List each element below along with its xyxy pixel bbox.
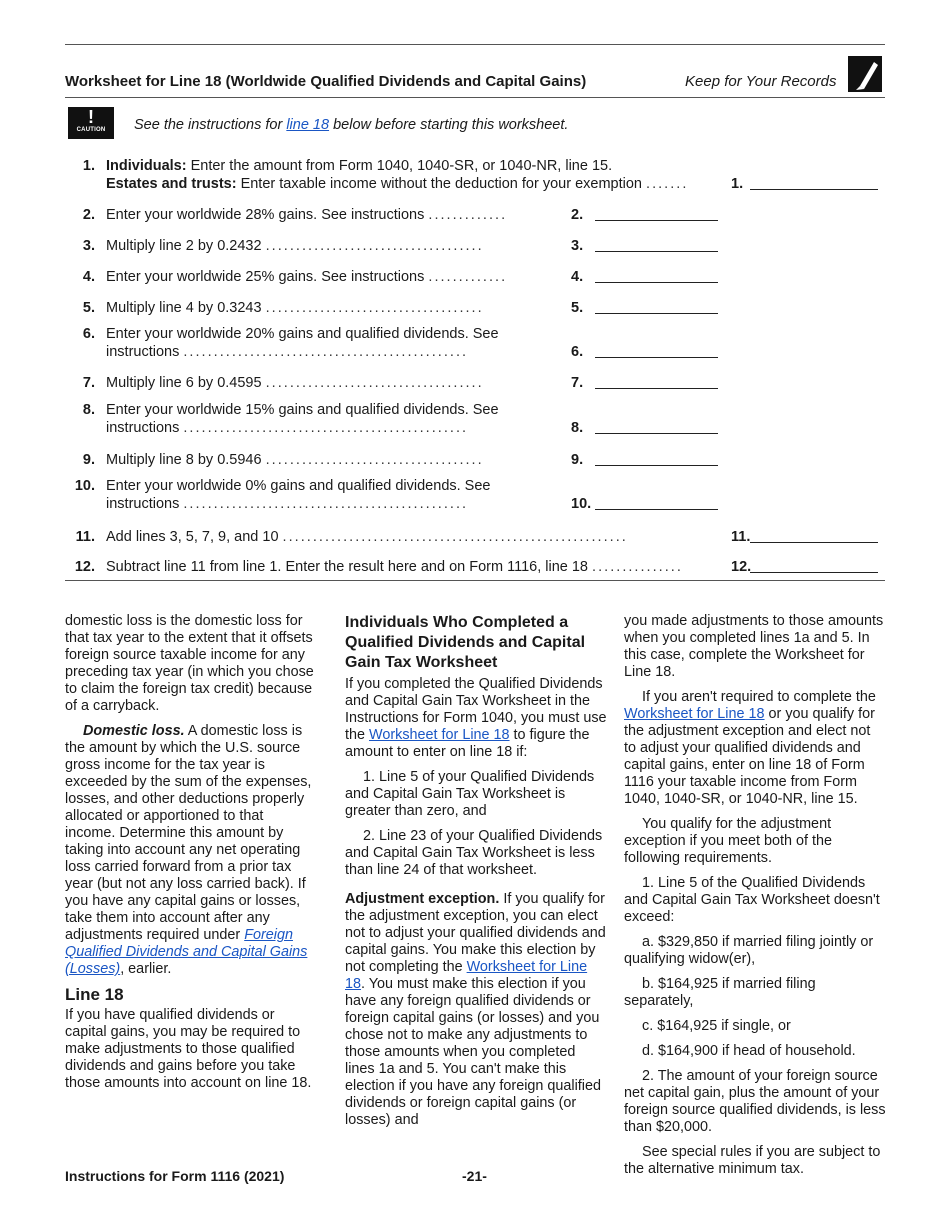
line-11-entry-field[interactable]: [750, 529, 878, 543]
worksheet-line-5: [0, 299, 950, 317]
paragraph: If you aren't required to complete the Worksheet for Line 18 or you qualify for the adjustment exception and elect not to adjust your qualified dividends and capital gains, enter on line 18 of Form 1116 your taxable income from Form 1040, 1040-SR, or 1040-NR, line 15.: [624, 689, 876, 807]
line-number: 11.: [75, 529, 95, 545]
paragraph: you made adjustments to those amounts when you completed lines 1a and 5. In this case, complete the Worksheet for Line 18.: [624, 613, 884, 680]
line-5-entry-field[interactable]: [595, 300, 718, 314]
section-heading: Individuals Who Completed a Qualified Dividends and Capital Gain Tax Worksheet: [345, 614, 586, 671]
list-item: 1. Line 5 of your Qualified Dividends and Capital Gain Tax Worksheet is greater than zero, and: [345, 769, 595, 819]
line-text: Estates and trusts: Enter taxable income without the deduction for your exemption . . . . . . .: [106, 176, 686, 192]
line-number: 3.: [82, 238, 95, 254]
entry-label: 2.: [571, 207, 584, 223]
paragraph: You qualify for the adjustment exception if you meet both of the following requirements.: [624, 816, 832, 866]
dot-leader: . . . . . . . . . . . . . . . . . . . . . . . . . . . . . . . . . . . .: [265, 238, 481, 254]
line-number: 5.: [82, 300, 95, 316]
paragraph: If you completed the Qualified Dividends and Capital Gain Tax Worksheet in the Instructions for Form 1040, you must use the Worksheet for Line 18 to figure the amount to enter on line 18 if:: [345, 676, 607, 760]
dot-leader: . . . . . . . . . . . . . . . . . . . . . . . . . . . . . . . . . . . .: [265, 452, 481, 468]
page-number: -21-: [462, 1168, 487, 1184]
worksheet-line-4: [0, 268, 950, 286]
list-item: 2. Line 23 of your Qualified Dividends and Capital Gain Tax Worksheet is less than line 24 of that worksheet.: [345, 828, 603, 878]
entry-label: 8.: [571, 420, 584, 436]
dot-leader: . . . . . . . . . . . . . . . . . . . . . . . . . . . . . . . . . . . . . . . . . . . . . . . . . . . . . . . . .: [282, 529, 625, 545]
paragraph: See special rules if you are subject to the alternative minimum tax.: [624, 1144, 881, 1177]
line-12-entry-field[interactable]: [750, 559, 878, 573]
line-number: 10.: [74, 478, 95, 494]
line-number: 1.: [82, 158, 95, 174]
line-text: Enter your worldwide 0% gains and qualified dividends. See: [106, 478, 491, 494]
line-6-entry-field[interactable]: [595, 344, 718, 358]
worksheet-line-7: [0, 374, 950, 392]
line-text: Enter your worldwide 15% gains and qualified dividends. See: [106, 402, 499, 418]
pencil-icon: [848, 56, 882, 92]
column-2: [345, 613, 607, 1137]
worksheet-line-18-link[interactable]: Worksheet for Line 18: [345, 959, 588, 992]
line-text: Multiply line 6 by 0.4595 . . . . . . . . . . . . . . . . . . . . . . . . . . . . . . . . . . . .: [106, 375, 481, 391]
line-18-link[interactable]: line 18: [286, 117, 330, 133]
worksheet-bottom-rule: [65, 580, 885, 581]
line-text: Enter your worldwide 28% gains. See instructions . . . . . . . . . . . . .: [106, 207, 505, 223]
line-text: Multiply line 2 by 0.2432 . . . . . . . . . . . . . . . . . . . . . . . . . . . . . . . . . . . .: [106, 238, 481, 254]
footer-form-name: Instructions for Form 1116 (2021): [65, 1168, 285, 1184]
entry-label: 7.: [571, 375, 584, 391]
worksheet-line-6: [0, 325, 950, 361]
line-number: 8.: [82, 402, 95, 418]
list-item: a. $329,850 if married filing jointly or qualifying widow(er),: [624, 934, 874, 967]
column-3: [624, 613, 886, 1186]
line-text: Subtract line 11 from line 1. Enter the result here and on Form 1116, line 18 . . . . . . . . . . . . . . .: [106, 559, 680, 575]
line-text: Add lines 3, 5, 7, 9, and 10 . . . . . . . . . . . . . . . . . . . . . . . . . . . . . . . . . . . . . . . . . . . . . . . . . . . . . . . . .: [106, 529, 625, 545]
line-text: Multiply line 8 by 0.5946 . . . . . . . . . . . . . . . . . . . . . . . . . . . . . . . . . . . .: [106, 452, 481, 468]
worksheet-line-1: [0, 157, 950, 193]
line-2-entry-field[interactable]: [595, 207, 718, 221]
line-number: 9.: [82, 452, 95, 468]
dot-leader: . . . . . . . . . . . . . . .: [592, 559, 680, 575]
worksheet-line-11: [0, 528, 950, 546]
entry-label: 11.: [731, 529, 751, 545]
list-item: d. $164,900 if head of household.: [642, 1043, 856, 1059]
caution-icon: ! CAUTION: [68, 107, 114, 139]
worksheet-line-3: [0, 237, 950, 255]
dot-leader: . . . . . . . . . . . . .: [428, 207, 505, 223]
line-text: Individuals: Enter the amount from Form 1040, 1040-SR, or 1040-NR, line 15.: [106, 158, 613, 174]
entry-label: 10.: [571, 496, 592, 512]
list-item: 2. The amount of your foreign source net capital gain, plus the amount of your foreign source qualified dividends, is less than $20,000.: [624, 1068, 886, 1135]
paragraph-adjustment-exception: Adjustment exception. If you qualify for the adjustment exception, you can elect not to adjust your qualified dividends and capital gains. You make this election by not completing the Worksheet for Line 18. You must make this election if you have any foreign qualified dividends or foreign capital gains (or losses) and you chose not to make any adjustments to those amounts when you completed lines 1a and 5. You can't make this election if you have any foreign qualified dividends or foreign capital gains (or losses) and: [345, 891, 606, 1128]
line-text: Enter your worldwide 20% gains and qualified dividends. See: [106, 326, 499, 342]
entry-label: 12.: [731, 559, 752, 575]
line-text: Enter your worldwide 25% gains. See instructions . . . . . . . . . . . . .: [106, 269, 505, 285]
worksheet-line-9: [0, 451, 950, 469]
line-4-entry-field[interactable]: [595, 269, 718, 283]
dot-leader: . . . . . . .: [646, 176, 686, 192]
dot-leader: . . . . . . . . . . . . . . . . . . . . . . . . . . . . . . . . . . . . . . . . . . . . . . .: [183, 344, 466, 360]
line-3-entry-field[interactable]: [595, 238, 718, 252]
entry-label: 1.: [731, 176, 744, 192]
line-number: 4.: [82, 269, 95, 285]
line-9-entry-field[interactable]: [595, 452, 718, 466]
worksheet-title: Worksheet for Line 18 (Worldwide Qualified Dividends and Capital Gains): [65, 73, 587, 90]
entry-label: 4.: [571, 269, 584, 285]
line-text: instructions . . . . . . . . . . . . . . . . . . . . . . . . . . . . . . . . . . . . . . . . . . . . . . .: [106, 344, 466, 360]
worksheet-line-18-link[interactable]: Worksheet for Line 18: [624, 706, 765, 722]
heading-line-18: Line 18: [65, 985, 124, 1004]
worksheet-line-2: [0, 206, 950, 224]
foreign-qualified-dividends-link[interactable]: Foreign Qualified Dividends and Capital Gains (Losses): [65, 927, 308, 977]
title-rule: [65, 97, 885, 98]
line-10-entry-field[interactable]: [595, 496, 718, 510]
worksheet-line-12: [0, 558, 950, 576]
worksheet-line-8: [0, 401, 950, 437]
paragraph: If you have qualified dividends or capital gains, you may be required to make adjustments to those qualified dividends and gains before you take those amounts into account on line 18.: [65, 1007, 312, 1091]
line-text: Multiply line 4 by 0.3243 . . . . . . . . . . . . . . . . . . . . . . . . . . . . . . . . . . . .: [106, 300, 481, 316]
entry-label: 9.: [571, 452, 584, 468]
column-1: [65, 613, 317, 1100]
entry-label: 3.: [571, 238, 584, 254]
line-1-entry-field[interactable]: [750, 176, 878, 190]
line-text: instructions . . . . . . . . . . . . . . . . . . . . . . . . . . . . . . . . . . . . . . . . . . . . . . .: [106, 420, 466, 436]
top-rule: [65, 44, 885, 45]
dot-leader: . . . . . . . . . . . . . . . . . . . . . . . . . . . . . . . . . . . .: [265, 375, 481, 391]
worksheet-line-10: [0, 477, 950, 513]
list-item: c. $164,925 if single, or: [642, 1018, 791, 1034]
paragraph: domestic loss is the domestic loss for that tax year to the extent that it offsets foreign source taxable income for any preceding tax year (in which you chose to claim the foreign tax credit) because of a carryback.: [65, 613, 314, 714]
dot-leader: . . . . . . . . . . . . .: [428, 269, 505, 285]
dot-leader: . . . . . . . . . . . . . . . . . . . . . . . . . . . . . . . . . . . .: [265, 300, 481, 316]
dot-leader: . . . . . . . . . . . . . . . . . . . . . . . . . . . . . . . . . . . . . . . . . . . . . . .: [183, 496, 466, 512]
entry-label: 6.: [571, 344, 584, 360]
line-text: instructions . . . . . . . . . . . . . . . . . . . . . . . . . . . . . . . . . . . . . . . . . . . . . . .: [106, 496, 466, 512]
worksheet-line-18-link[interactable]: Worksheet for Line 18: [369, 727, 510, 743]
caution-note: See the instructions for line 18 below before starting this worksheet.: [134, 117, 569, 133]
line-number: 6.: [82, 326, 95, 342]
line-7-entry-field[interactable]: [595, 375, 718, 389]
line-8-entry-field[interactable]: [595, 420, 718, 434]
dot-leader: . . . . . . . . . . . . . . . . . . . . . . . . . . . . . . . . . . . . . . . . . . . . . . .: [183, 420, 466, 436]
list-item: b. $164,925 if married filing separately,: [624, 976, 816, 1009]
paragraph-domestic-loss: Domestic loss. A domestic loss is the amount by which the U.S. source gross income for the tax year is exceeded by the sum of the expenses, losses, and other deductions properly allocated or apportioned to that income. Determine this amount by taking into account any net operating loss carried forward from a prior tax year (but not any loss carried back). If you have any capital gains or losses, take them into account after any adjustments required under Foreign Qualified Dividends and Capital Gains (Losses), earlier.: [65, 723, 312, 977]
line-number: 7.: [82, 375, 95, 391]
list-item: 1. Line 5 of the Qualified Dividends and Capital Gain Tax Worksheet doesn't exceed:: [624, 875, 880, 925]
keep-for-records: Keep for Your Records: [685, 73, 837, 90]
entry-label: 5.: [571, 300, 584, 316]
line-number: 2.: [82, 207, 95, 223]
line-number: 12.: [74, 559, 95, 575]
